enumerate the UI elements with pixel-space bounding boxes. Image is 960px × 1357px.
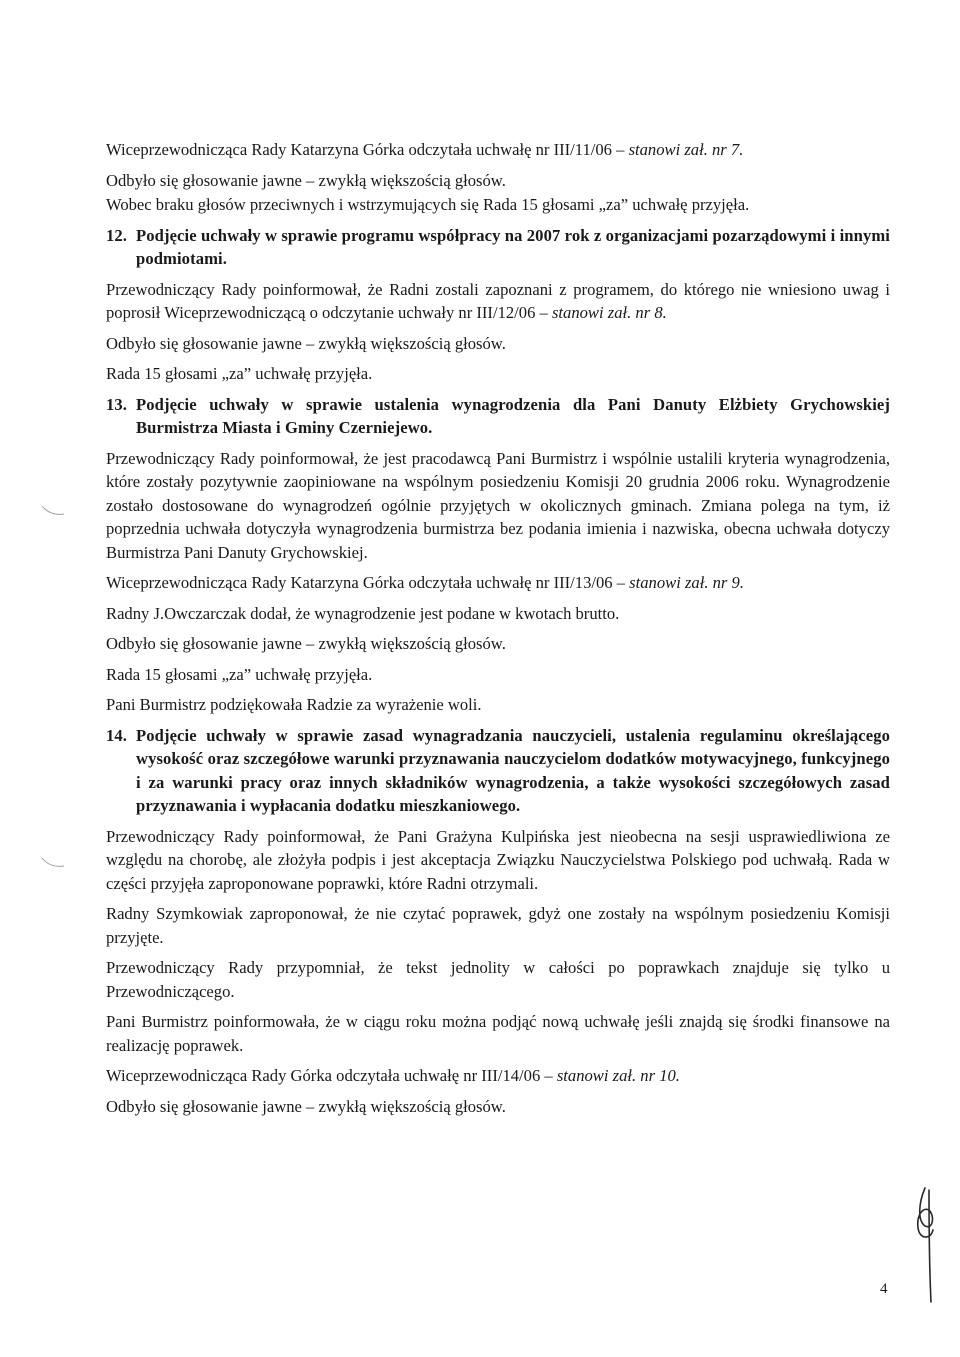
section-heading: [106, 224, 890, 271]
paragraph: Przewodniczący Rady poinformował, że Radni zostali zapoznani z programem, do którego nie wniesiono uwag i poprosił Wiceprzewodniczącą o odczytanie uchwały nr III/12/06 – stanowi zał. nr 8.: [106, 279, 890, 322]
paragraph: Przewodniczący Rady poinformował, że Pani Grażyna Kulpińska jest nieobecna na sesji usprawiedliwiona ze względu na chorobę, ale złożyła podpis i jest akceptacja Związku Nauczycielstwa Polskiego pod uchwałą. Rada w części przyjęła zaproponowane poprawki, które Radni otrzymali.: [106, 826, 890, 893]
section-number: 13.: [106, 394, 128, 414]
section-number: 12.: [106, 225, 128, 245]
paragraph: Przewodniczący Rady poinformował, że jest pracodawcą Pani Burmistrz i wspólnie ustalili kryteria wynagrodzenia, które zostały pozytywnie zaopiniowane na wspólnym posiedzeniu Komisji 20 grudnia 2006 roku. Wynagrodzenie zostało dostosowane do wynagrodzeń ogólnie przyjętych w okolicznych gminach. Zmiana polega na tym, iż poprzednia uchwała dotyczyła wynagrodzenia burmistrza bez podania imienia i nazwiska, obecna uchwała dotyczy Burmistrza Pani Danuty Grychowskiej.: [106, 448, 890, 562]
page-number: 4: [880, 1281, 888, 1297]
paragraph: Odbyło się głosowanie jawne – zwykłą większością głosów.: [106, 170, 506, 190]
paragraph: Pani Burmistrz podziękowała Radzie za wyrażenie woli.: [106, 695, 482, 714]
punch-hole-mark: [38, 850, 68, 880]
paragraph: Rada 15 głosami „za” uchwałę przyjęła.: [106, 664, 373, 684]
section-title: Podjęcie uchwały w sprawie zasad wynagradzania nauczycieli, ustalenia regulaminu określającego wysokość oraz szczegółowe warunki przyznawania nauczycielom dodatków motywacyjnego, funkcyjnego i za warunki pracy oraz innych składników wynagrodzenia, a także wysokości szczegółowych zasad przyznawania i wypłacania dodatku mieszkaniowego.: [136, 725, 890, 815]
paragraph: Odbyło się głosowanie jawne – zwykłą większością głosów.: [106, 634, 506, 653]
paragraph: Wobec braku głosów przeciwnych i wstrzymujących się Rada 15 głosami „za” uchwałę przyjęła.: [106, 195, 750, 214]
paragraph: Wiceprzewodnicząca Rady Katarzyna Górka odczytała uchwałę nr III/11/06 – stanowi zał. nr 7.: [106, 140, 744, 159]
document-body: [106, 138, 890, 1125]
paragraph: Radny J.Owczarczak dodał, że wynagrodzenie jest podane w kwotach brutto.: [106, 603, 620, 623]
paragraph: Wiceprzewodnicząca Rady Górka odczytała uchwałę nr III/14/06 – stanowi zał. nr 10.: [106, 1066, 680, 1085]
handwritten-initials-signature: [905, 1180, 950, 1310]
paragraph: Odbyło się głosowanie jawne – zwykłą większością głosów.: [106, 333, 506, 353]
paragraph: Rada 15 głosami „za” uchwałę przyjęła.: [106, 364, 373, 383]
section-title: Podjęcie uchwały w sprawie programu współpracy na 2007 rok z organizacjami pozarządowymi i innymi podmiotami.: [136, 225, 890, 268]
paragraph: Radny Szymkowiak zaproponował, że nie czytać poprawek, gdyż one zostały na wspólnym posiedzeniu Komisji przyjęte.: [106, 904, 890, 947]
paragraph: Pani Burmistrz poinformowała, że w ciągu roku można podjąć nową uchwałę jeśli znajdą się środki finansowe na realizację poprawek.: [106, 1012, 890, 1055]
section-heading: [106, 393, 890, 440]
paragraph: Wiceprzewodnicząca Rady Katarzyna Górka odczytała uchwałę nr III/13/06 – stanowi zał. nr 9.: [106, 573, 744, 592]
paragraph: Przewodniczący Rady przypomniał, że tekst jednolity w całości po poprawkach znajduje się tylko u Przewodniczącego.: [106, 958, 890, 1001]
section-title: Podjęcie uchwały w sprawie ustalenia wynagrodzenia dla Pani Danuty Elżbiety Grychowskiej Burmistrza Miasta i Gminy Czerniejewo.: [136, 394, 890, 437]
section-heading: [106, 724, 890, 818]
punch-hole-mark: [38, 500, 68, 530]
section-number: 14.: [106, 725, 128, 745]
paragraph: Odbyło się głosowanie jawne – zwykłą większością głosów.: [106, 1096, 506, 1116]
